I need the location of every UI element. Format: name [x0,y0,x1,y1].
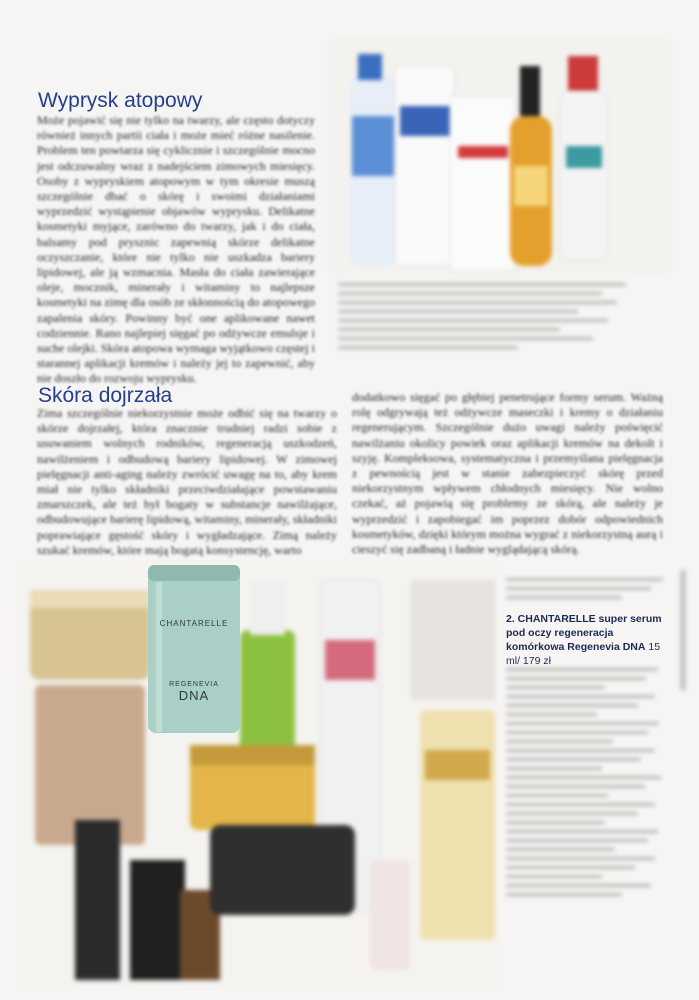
featured-name: DNA [178,688,210,703]
mature-captions-top [506,578,671,605]
atopic-products-photo [330,36,670,276]
mature-captions-rest [506,668,671,902]
atopic-body-text: Może pojawić się nie tylko na twarzy, ale często dotyczy również innych partii ciała i może mieć różne nasilenie. Problem ten powtarza się cyklicznie i szczególnie mocno jest odczuwalny wraz z nadejściem zimowych miesięcy. Osoby z wypryskiem atopowym w tym okresie muszą szczególnie dbać o skórę i swoimi działaniami wyprzedzić wystąpienie objawów wyprysku. Delikatne kosmetyki myjące, zarówno do twarzy, jak i do ciała, balsamy pod prysznic zapewnią skórze delikatne oczyszczanie, które nie tylko nie uszkadza bariery lipidowej, ale ją wzmacnia. Masła do ciała zawierające oleje, mocznik, minerały i witaminy to najlepsze kosmetyki na zimę dla osób ze skłonnością do atopowego zapalenia skóry. Powinny być one aplikowane nawet codziennie. Rano najlepiej sięgać po odżywcze emulsje i suche olejki. Skóra atopowa wymaga wyjątkowo częstej i starannej aplikacji kremów i należy jej to zapewnić, aby nie doszło do rozwoju wyprysku. [37,113,315,386]
featured-caption-size: 15 ml/ 179 zł [506,641,661,667]
featured-line: REGENEVIA [169,681,219,688]
mature-body-right: dodatkowo sięgać po głębiej penetrujące formy serum. Ważną rolę odgrywają też odżywcze maseczki i kremy o działaniu regenerującym. Szczególnie dużo uwagi należy poświęcić nawilżaniu okolicy powiek oraz aplikacji kremów na dekolt i szyję. Kompleksowa, systematyczna i przemyślana pielęgnacja z pewnością jest w stanie zabezpieczyć skórę przed niekorzystnym wpływem chłodnych miesięcy. Nie wolno czekać, aż pojawią się problemy ze skórą, ale należy je wyprzedzić i zapobiegać im poprzez dobór odpowiednich kosmetyków, dzięki którym można wygrać z niekorzystną aurą i cieszyć się zadbaną i ładnie wyglądającą skórą. [352,390,663,557]
section-title-atopic: Wyprysk atopowy [38,89,203,112]
mature-products-photo [20,560,500,990]
section-title-mature: Skóra dojrzała [38,384,173,407]
featured-brand: CHANTARELLE [159,619,229,628]
featured-caption-title: 2. CHANTARELLE super serum pod oczy regeneracja komórkowa Regenevia DNA [506,613,662,653]
side-strip [680,570,686,690]
mature-body-left: Zima szczególnie niekorzystnie może odbić się na twarzy o skórze dojrzałej, która znacznie trudniej radzi sobie z usuwaniem wolnych rodników, regeneracją uszkodzeń, nawilżeniem i odbudową bariery lipidowej. W zimowej pielęgnacji anti-aging należy zwrócić uwagę na to, aby krem miał nie tylko składniki przeciwdziałające powstawaniu zmarszczek, ale też był bogaty w substancje nawilżające, odbudowujące barierę lipidową, witaminy, minerały, składniki poprawiające gęstość skóry i wygładzające. Zimą należy szukać kremów, które mają bogatą konsystencję, warto [37,406,337,557]
atopic-product-captions [338,283,638,355]
featured-product-bottle [148,565,240,733]
featured-product-caption [506,612,674,668]
